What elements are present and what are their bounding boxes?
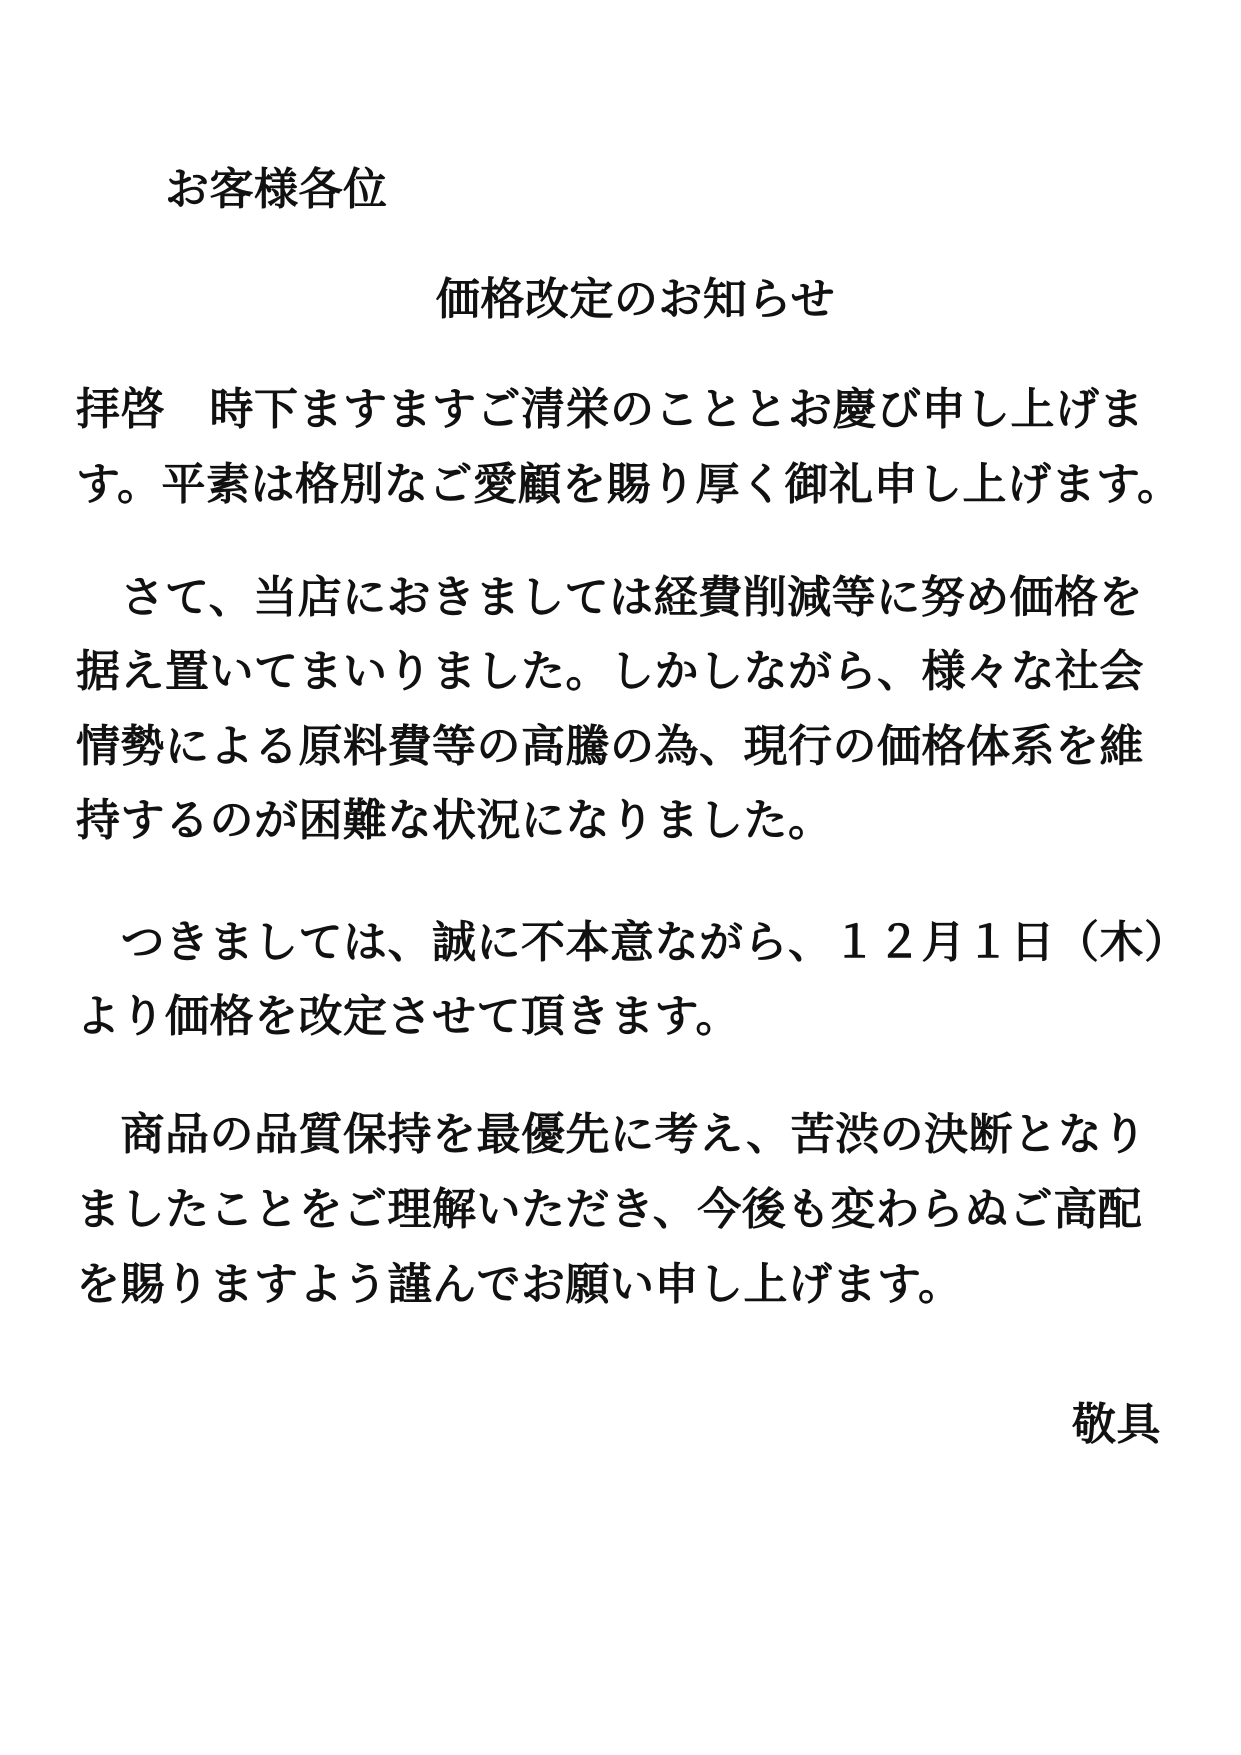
paragraph-line: つきましては、誠に不本意ながら、１２月１日（木） (76, 917, 1189, 968)
document-title: 価格改定のお知らせ (435, 274, 836, 325)
paragraph-line: 情勢による原料費等の高騰の為、現行の価格体系を維 (76, 721, 1144, 772)
paragraph-line: 据え置いてまいりました。しかしながら、様々な社会 (76, 646, 1144, 697)
paragraph-line: ましたことをご理解いただき、今後も変わらぬご高配 (76, 1184, 1143, 1235)
addressee: お客様各位 (165, 164, 388, 215)
closing-phrase: 敬具 (1072, 1399, 1161, 1450)
paragraph-line: を賜りますよう謹んでお願い申し上げます。 (76, 1259, 963, 1310)
paragraph-line: 拝啓 時下ますますご清栄のこととお慶び申し上げま (76, 384, 1144, 435)
paragraph-line: 持するのが困難な状況になりました。 (76, 795, 833, 846)
paragraph-line: 商品の品質保持を最優先に考え、苦渋の決断となり (76, 1109, 1147, 1160)
paragraph-line: さて、当店におきましては経費削減等に努め価格を (76, 572, 1144, 623)
paragraph-line: より価格を改定させて頂きます。 (76, 991, 740, 1042)
paragraph-line: す。平素は格別なご愛顧を賜り厚く御礼申し上げます。 (76, 459, 1182, 510)
